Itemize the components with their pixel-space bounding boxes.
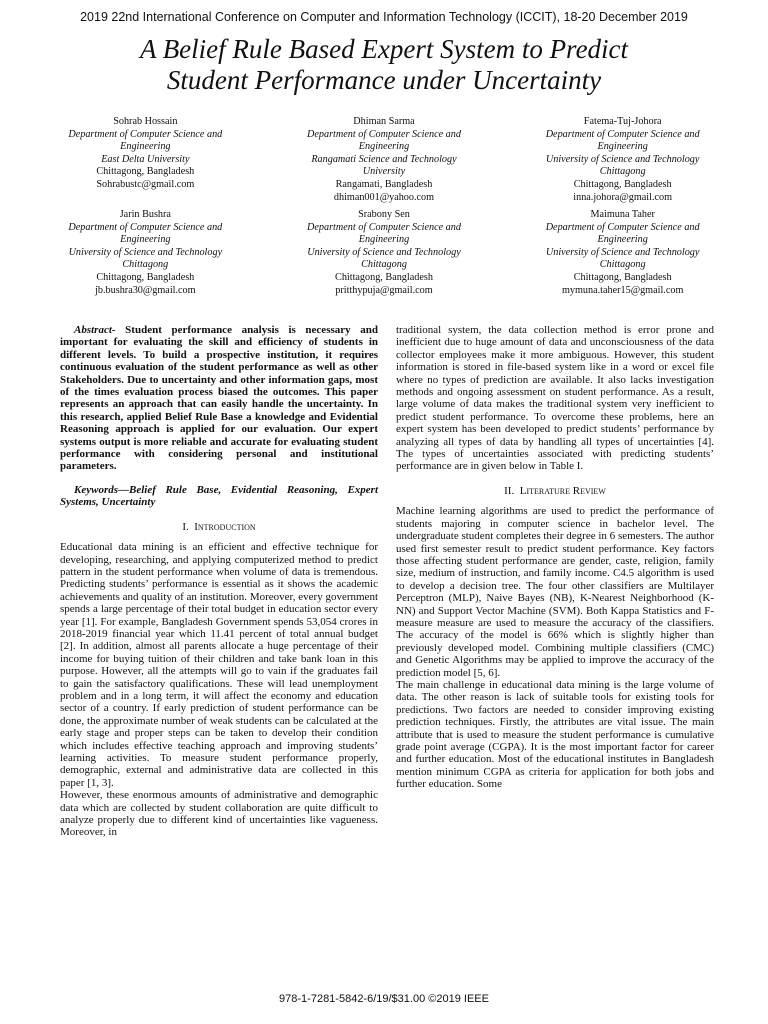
author-row-2 <box>30 209 738 297</box>
author-city: Rangamati, Bangladesh <box>335 178 433 190</box>
author-block <box>269 209 500 297</box>
author-block <box>507 116 738 204</box>
abstract <box>60 324 378 473</box>
paragraph: Machine learning algorithms are used to predict the performance of students majoring in computer science in bachelor level. The undergraduate student completes their degree in 6 semesters. The author used first semester result to predict student performance. Key factors those affecting student performance are gender, caste, religion, family size, medium of instruction, and family income. C4.5 algorithm is used to develop a decision tree. The four other classifiers are Multilayer Perceptron (MLP), Naive Bayes (NB), K-Nearest Neighborhood (K-NN) and Support Vector Machine (SVM). Both Kappa Statistics and F-measure measure are used to measure the accuracy of the classifiers. The accuracy of the model is 66% which is slightly higher than previously developed model. Combining multiple classifiers (CMC) and Genetic Algorithms may be applied to improve the accuracy of the prediction model [5, 6]. <box>396 505 714 679</box>
author-name: Jarin Bushra <box>119 209 171 220</box>
section-heading-literature-review: II. Literature Review <box>504 484 606 497</box>
copyright-footer: 978-1-7281-5842-6/19/$31.00 ©2019 IEEE <box>279 993 489 1005</box>
author-city: Chittagong, Bangladesh <box>573 178 672 190</box>
author-univ: Chittagong <box>122 259 169 271</box>
author-email: jb.bushra30@gmail.com <box>95 284 196 296</box>
author-univ: Chittagong <box>361 259 407 271</box>
author-dept: Engineering <box>358 141 410 153</box>
author-city: Chittagong, Bangladesh <box>573 271 672 283</box>
author-dept: Department of Computer Science and <box>68 128 223 140</box>
paragraph: The main challenge in educational data mining is the large volume of data. The other reason is lack of suitable tools for existing tools for predictions. Two factors are needed to consider improving existing prediction techniques. Firstly, the attributes are vital issue. The main attribute that is used to measure the student performance is cumulative grade point average (CGPA). It is the most important factor for career and further education. Most of the educational institutes in Bangladesh mention minimum CGPA as criteria for application for both jobs and further education. Some <box>396 678 714 791</box>
author-dept: Engineering <box>597 141 648 153</box>
keywords: Keywords—Belief Rule Base, Evidential Reasoning, Expert Systems, Uncertainty <box>60 483 378 509</box>
left-column <box>60 324 378 839</box>
author-univ: Chittagong <box>599 259 646 271</box>
author-univ: University of Science and Technology <box>545 153 700 165</box>
author-city: Chittagong, Bangladesh <box>96 271 195 283</box>
author-dept: Engineering <box>597 234 648 246</box>
author-block <box>30 116 261 204</box>
author-name: Fatema-Tuj-Johora <box>583 116 662 127</box>
title-line-2: Student Performance under Uncertainty <box>166 65 602 95</box>
author-block <box>269 116 500 204</box>
conference-header: 2019 22nd International Conference on Computer and Information Technology (ICCIT), 18-20 December 2019 <box>80 10 688 24</box>
author-dept: Engineering <box>358 234 410 246</box>
author-dept: Engineering <box>120 141 171 153</box>
author-univ: Rangamati Science and Technology <box>311 153 457 165</box>
author-name: Sohrab Hossain <box>113 116 178 127</box>
author-univ: East Delta University <box>101 153 190 165</box>
author-email: mymuna.taher15@gmail.com <box>561 284 684 296</box>
author-email: pritthypuja@gmail.com <box>335 284 433 296</box>
author-univ: Chittagong <box>599 166 646 178</box>
title-line-1: A Belief Rule Based Expert System to Predict <box>139 34 629 64</box>
abstract-label: Abstract- <box>74 324 116 336</box>
author-email: inna.johora@gmail.com <box>573 191 673 203</box>
paragraph: traditional system, the data collection method is error prone and inefficient due to huge amount of data and unconsciousness of the data collector employees make it more ambiguous. However, this student information is stored in file-based system like in a word or excel file where no types of prediction are available. It also lacks investigation methods and ongoing assessment on student performance. As a result, large volume of data makes the traditional system very inefficient to predict student performance. To overcome these problems, here an expert system has been developed to predict students’ performance by analyzing all types of data by handling all types of uncertainties [4]. The types of uncertainties associated with predicting students’ performance are in given below in Table I. <box>396 324 714 473</box>
author-row-1 <box>30 116 738 204</box>
right-column <box>396 324 714 791</box>
author-name: Dhiman Sarma <box>353 116 415 127</box>
paper-title <box>0 34 768 96</box>
paragraph: However, these enormous amounts of administrative and demographic data which are collected by student collaboration are quite difficult to analyze properly due to different kind of uncertainties like vagueness. Moreover, in <box>60 789 378 839</box>
author-block <box>30 209 261 297</box>
author-name: Maimuna Taher <box>590 209 655 220</box>
author-name: Srabony Sen <box>358 209 410 220</box>
author-dept: Department of Computer Science and <box>307 221 461 233</box>
author-dept: Department of Computer Science and <box>68 221 223 233</box>
author-email: Sohrabustc@gmail.com <box>96 178 195 190</box>
abstract-text: Student performance analysis is necessary and important for evaluating the skill and efficiency of students in different levels. To build a prospective institution, it requires continuous evaluation of the student performance as well as other Stakeholders. Due to uncertainty and other information gaps, most of the times evaluation process biased the outcomes. This paper represents an approach that can easily handle the uncertainty. In this research, applied Belief Rule Base a knowledge and Evidential Reasoning approach is applied for our evaluation. Our expert systems output is more reliable and accurate for evaluating student performance with considering personal and institutional parameters. <box>60 324 378 473</box>
author-dept: Department of Computer Science and <box>545 128 700 140</box>
paragraph: Educational data mining is an efficient and effective technique for developing, researching, and applying computerized method to predict pattern in the student performance when volume of data is tremendous. Predicting students’ performance is essential as it shows the academic achievements and quality of an institution. Moreover, every government spends a large percentage of their total budget in education sector every year [1]. For example, Bangladesh Government spends 53,054 crores in 2018-2019 financial year which 11.41 percent of total annual budget [2]. In addition, almost all parents allocate a huge percentage of their income for buying tuition of their children and take bank loan in this purpose. However, all the attempts will go to vain if the graduates fail to gain the satisfactory qualifications. These will lead unemployment problem and in a long term, it will affect the economy and education sector of a country. If early prediction of student performance can be done, the approximate number of weak students can be calculated at the early stage and proper steps can be taken to develop their condition which includes effective teaching approach and improving students’ learning activities. To measure student performance properly, demographic, external and administrative data are collected in this paper [1, 3]. <box>60 541 378 789</box>
author-block <box>507 209 738 297</box>
section-heading-introduction: I. Introduction <box>182 520 256 533</box>
author-univ: University <box>362 166 406 178</box>
author-city: Chittagong, Bangladesh <box>96 166 195 178</box>
author-dept: Department of Computer Science and <box>307 128 461 140</box>
author-dept: Department of Computer Science and <box>545 221 700 233</box>
author-univ: University of Science and Technology <box>307 246 461 258</box>
author-city: Chittagong, Bangladesh <box>335 271 433 283</box>
author-univ: University of Science and Technology <box>545 246 700 258</box>
author-univ: University of Science and Technology <box>68 246 223 258</box>
author-dept: Engineering <box>120 234 171 246</box>
author-email: dhiman001@yahoo.com <box>333 191 435 203</box>
